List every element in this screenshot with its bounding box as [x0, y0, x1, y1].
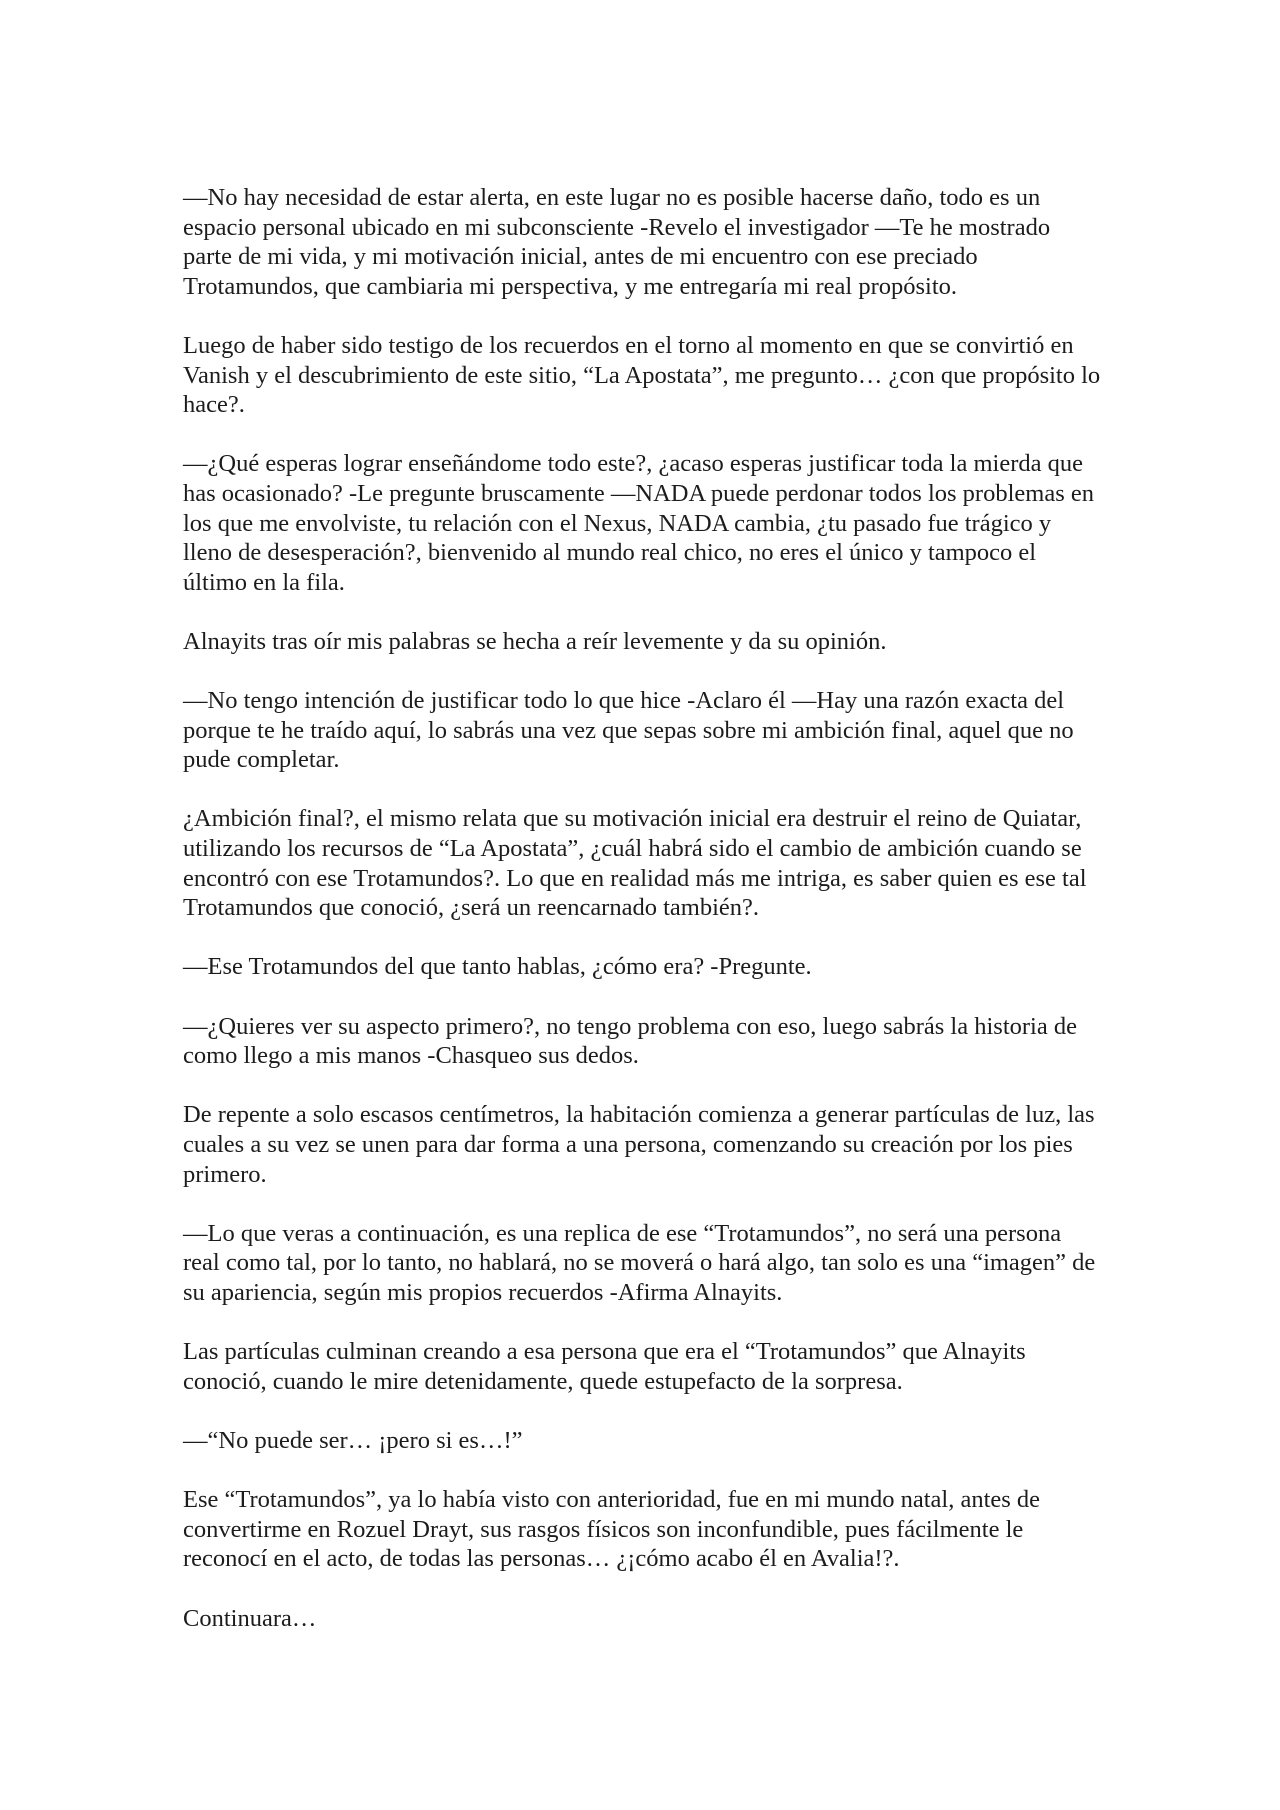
paragraph-13: Ese “Trotamundos”, ya lo había visto con anterioridad, fue en mi mundo natal, antes de convertirme en Rozuel Drayt, sus rasgos físicos son inconfundible, pues fácilmente le reconocí en el acto, de todas las personas… ¿¡cómo acabo él en Avalia!?.	[183, 1486, 1041, 1573]
closing-line: Continuara…	[183, 1604, 317, 1632]
paragraph-10: —Lo que veras a continuación, es una replica de ese “Trotamundos”, no será una persona real como tal, por lo tanto, no hablará, no se moverá o hará algo, tan solo es una “imagen” de su apariencia, según mis propios recuerdos -Afirma Alnayits.	[183, 1219, 1096, 1306]
paragraph-4: Alnayits tras oír mis palabras se hecha a reír levemente y da su opinión.	[183, 627, 887, 655]
document-page	[183, 183, 1103, 1663]
paragraph-3: —¿Qué esperas lograr enseñándome todo este?, ¿acaso esperas justificar toda la mierda que has ocasionado? -Le pregunte bruscamente —NADA puede perdonar todos los problemas en los que me envolviste, tu relación con el Nexus, NADA cambia, ¿tu pasado fue trágico y lleno de desesperación?, bienvenido al mundo real chico, no eres el único y tampoco el último en la fila.	[183, 450, 1094, 596]
paragraph-12: —“No puede ser… ¡pero si es…!”	[183, 1426, 523, 1454]
paragraph-1: —No hay necesidad de estar alerta, en este lugar no es posible hacerse daño, todo es un espacio personal ubicado en mi subconsciente -Revelo el investigador —Te he mostrado parte de mi vida, y mi motivación inicial, antes de mi encuentro con ese preciado Trotamundos, que cambiaria mi perspectiva, y me entregaría mi real propósito.	[183, 184, 1051, 300]
paragraph-6: ¿Ambición final?, el mismo relata que su motivación inicial era destruir el reino de Quiatar, utilizando los recursos de “La Apostata”, ¿cuál habrá sido el cambio de ambición cuando se encontró con ese Trotamundos?. Lo que en realidad más me intriga, es saber quien es ese tal Trotamundos que conoció, ¿será un reencarnado también?.	[183, 805, 1087, 922]
paragraph-2: Luego de haber sido testigo de los recuerdos en el torno al momento en que se convirtió en Vanish y el descubrimiento de este sitio, “La Apostata”, me pregunto… ¿con que propósito lo hace?.	[183, 331, 1101, 419]
paragraph-8: —¿Quieres ver su aspecto primero?, no tengo problema con eso, luego sabrás la historia de como llego a mis manos -Chasqueo sus dedos.	[183, 1012, 1077, 1070]
paragraph-7: —Ese Trotamundos del que tanto hablas, ¿cómo era? -Pregunte.	[183, 953, 812, 981]
paragraph-9: De repente a solo escasos centímetros, la habitación comienza a generar partículas de luz, las cuales a su vez se unen para dar forma a una persona, comenzando su creación por los pies primero.	[183, 1101, 1095, 1188]
paragraph-5: —No tengo intención de justificar todo lo que hice -Aclaro él —Hay una razón exacta del porque te he traído aquí, lo sabrás una vez que sepas sobre mi ambición final, aquel que no pude completar.	[183, 687, 1074, 774]
paragraph-11: Las partículas culminan creando a esa persona que era el “Trotamundos” que Alnayits conoció, cuando le mire detenidamente, quede estupefacto de la sorpresa.	[183, 1338, 1026, 1395]
